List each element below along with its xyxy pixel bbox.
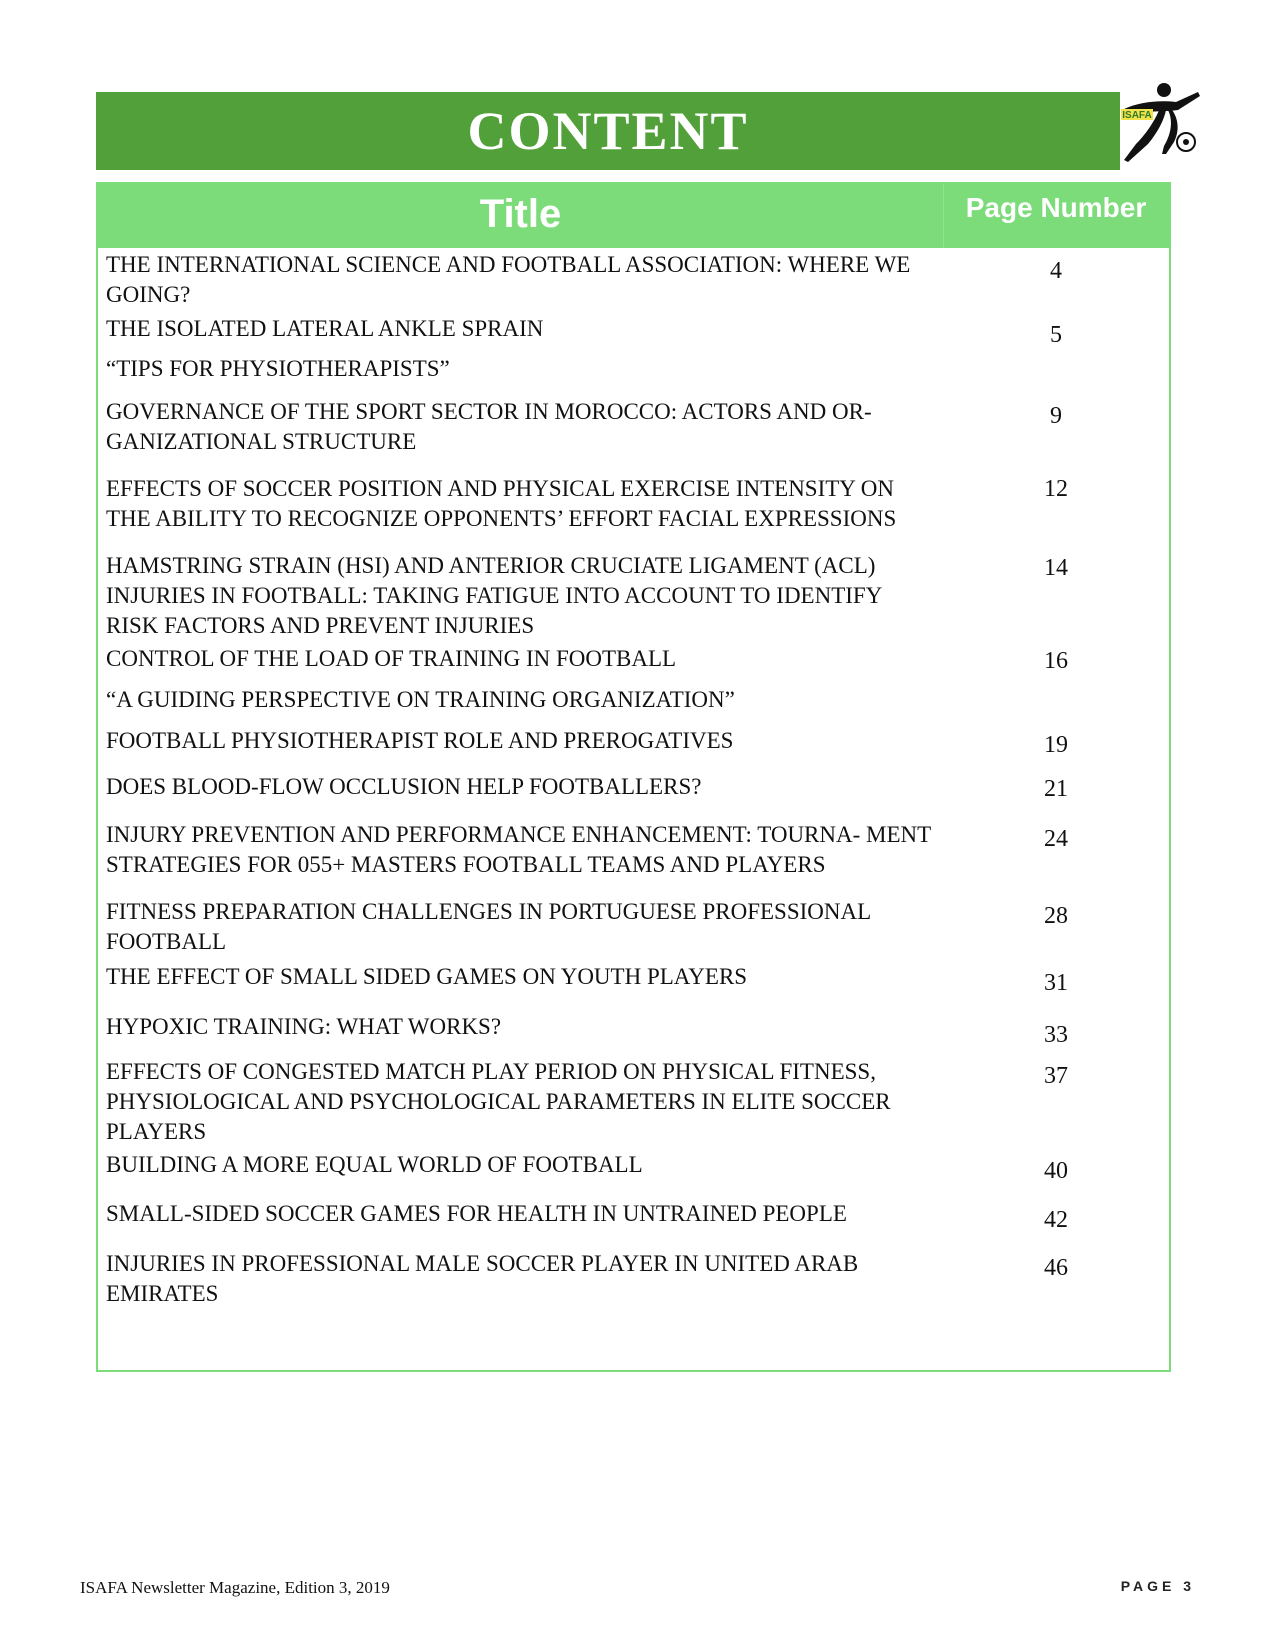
table-header	[98, 184, 1169, 248]
content-banner	[96, 92, 1120, 170]
entry-title: EFFECTS OF SOCCER POSITION AND PHYSICAL EXERCISE INTENSITY ON THE ABILITY TO RECOGNIZE OPPONENTS’ EFFORT FACIAL EXPRESSIONS	[106, 476, 897, 531]
footer-publication: ISAFA Newsletter Magazine, Edition 3, 2019	[80, 1578, 390, 1597]
entry-page: 37	[1044, 1063, 1068, 1089]
entry-page: 9	[1050, 403, 1062, 429]
contents-table	[96, 182, 1171, 1372]
logo-text: ISAFA	[1122, 110, 1152, 121]
entry-page: 28	[1044, 903, 1068, 929]
entry-page: 33	[1044, 1022, 1068, 1048]
entry-title: HAMSTRING STRAIN (HSI) AND ANTERIOR CRUCIATE LIGAMENT (ACL) INJURIES IN FOOTBALL: TAKING FATIGUE INTO ACCOUNT TO IDENTIFY RISK FACTORS AND PREVENT INJURIES	[106, 553, 882, 638]
entry-title: “A GUIDING PERSPECTIVE ON TRAINING ORGANIZATION”	[106, 687, 735, 712]
entry-title: FITNESS PREPARATION CHALLENGES IN PORTUGUESE PROFESSIONAL FOOTBALL	[106, 899, 871, 954]
isafa-logo-icon	[1118, 80, 1202, 164]
page-column-header: Page Number	[965, 192, 1147, 223]
footer-page-number: PAGE 3	[1120, 1578, 1195, 1594]
entry-title: THE EFFECT OF SMALL SIDED GAMES ON YOUTH PLAYERS	[106, 964, 748, 989]
entry-title: “TIPS FOR PHYSIOTHERAPISTS”	[106, 356, 450, 381]
entry-title: SMALL-SIDED SOCCER GAMES FOR HEALTH IN UNTRAINED PEOPLE	[106, 1201, 847, 1226]
entry-title: HYPOXIC TRAINING: WHAT WORKS?	[106, 1014, 502, 1039]
title-column-header: Title	[479, 192, 562, 236]
entry-page: 4	[1050, 258, 1062, 284]
entry-page: 5	[1050, 322, 1062, 348]
entry-page: 24	[1044, 826, 1068, 852]
entry-title: BUILDING A MORE EQUAL WORLD OF FOOTBALL	[106, 1152, 643, 1177]
entry-title: INJURIES IN PROFESSIONAL MALE SOCCER PLAYER IN UNITED ARAB EMIRATES	[106, 1251, 859, 1306]
page-title: CONTENT	[467, 101, 749, 161]
entry-title: EFFECTS OF CONGESTED MATCH PLAY PERIOD ON PHYSICAL FITNESS, PHYSIOLOGICAL AND PSYCHOLOGICAL PARAMETERS IN ELITE SOCCER PLAYERS	[106, 1059, 891, 1144]
entry-title: GOVERNANCE OF THE SPORT SECTOR IN MOROCCO: ACTORS AND OR- GANIZATIONAL STRUCTURE	[106, 399, 872, 454]
entry-page: 21	[1044, 776, 1068, 802]
entry-page: 19	[1044, 732, 1068, 758]
entry-title: THE INTERNATIONAL SCIENCE AND FOOTBALL ASSOCIATION: WHERE WE GOING?	[106, 252, 911, 307]
entry-page: 16	[1044, 648, 1068, 674]
entry-page: 40	[1044, 1158, 1068, 1184]
entry-title: THE ISOLATED LATERAL ANKLE SPRAIN	[106, 316, 544, 341]
entry-title: CONTROL OF THE LOAD OF TRAINING IN FOOTBALL	[106, 646, 677, 671]
entry-page: 42	[1044, 1207, 1068, 1233]
entry-page: 31	[1044, 970, 1068, 996]
entry-title: INJURY PREVENTION AND PERFORMANCE ENHANCEMENT: TOURNA- MENT STRATEGIES FOR 055+ MASTERS FOOTBALL TEAMS AND PLAYERS	[106, 822, 931, 877]
entry-page: 12	[1044, 476, 1068, 502]
entry-page: 46	[1044, 1255, 1068, 1281]
entry-page: 14	[1044, 555, 1068, 581]
entry-title: DOES BLOOD-FLOW OCCLUSION HELP FOOTBALLERS?	[106, 774, 702, 799]
entry-title: FOOTBALL PHYSIOTHERAPIST ROLE AND PREROGATIVES	[106, 728, 734, 753]
